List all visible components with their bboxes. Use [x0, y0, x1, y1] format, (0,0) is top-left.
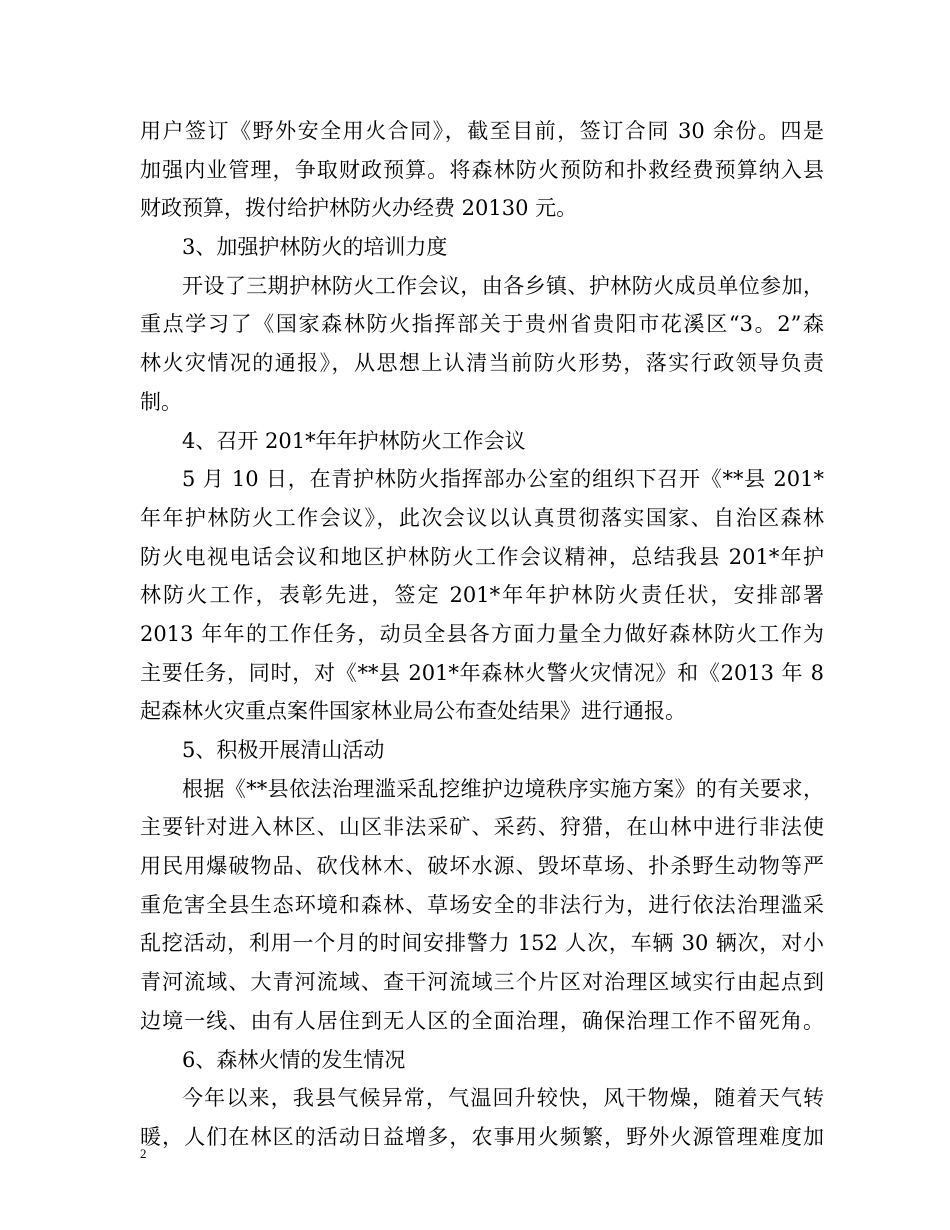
paragraph-line: 林防火工作，表彰先进，签定 201*年年护林防火责任状，安排部署: [140, 583, 824, 608]
paragraph-line: 财政预算，拨付给护林防火办经费 20130 元。: [140, 196, 578, 221]
document-body: [140, 112, 824, 1157]
paragraph-line: 乱挖活动，利用一个月的时间安排警力 152 人次，车辆 30 辆次，对小: [140, 931, 824, 956]
paragraph-first-line: 今年以来，我县气候异常，气温回升较快，风干物燥，随着天气转: [182, 1086, 824, 1111]
paragraph-line: 2013 年年的工作任务，动员全县各方面力量全力做好森林防火工作为: [140, 621, 824, 646]
page-number: 2: [140, 1146, 147, 1161]
paragraph-line: 主要任务，同时，对《**县 201*年森林火警火灾情况》和《2013 年 8: [140, 660, 824, 685]
paragraph-first-line: 开设了三期护林防火工作会议，由各乡镇、护林防火成员单位参加，: [182, 273, 824, 298]
paragraph-first-line: 4、召开 201*年年护林防火工作会议: [182, 428, 526, 453]
paragraph-line: 青河流域、大青河流域、查干河流域三个片区对治理区域实行由起点到: [140, 970, 824, 995]
paragraph-line: 主要针对进入林区、山区非法采矿、采药、狩猎，在山林中进行非法使: [140, 815, 824, 840]
paragraph-line: 年年护林防火工作会议》，此次会议以认真贯彻落实国家、自治区森林: [140, 505, 824, 530]
paragraph-first-line: 5 月 10 日，在青护林防火指挥部办公室的组织下召开《**县 201*: [182, 467, 824, 492]
paragraph-line: 重危害全县生态环境和森林、草场安全的非法行为，进行依法治理滥采: [140, 892, 824, 917]
paragraph-line: 用户签订《野外安全用火合同》，截至目前，签订合同 30 余份。四是: [140, 119, 824, 143]
paragraph-line: 用民用爆破物品、砍伐林木、破坏水源、毁坏草场、扑杀野生动物等严: [140, 854, 824, 879]
paragraph-line: 防火电视电话会议和地区护林防火工作会议精神，总结我县 201*年护: [140, 544, 824, 569]
paragraph-line: 林火灾情况的通报》，从思想上认清当前防火形势，落实行政领导负责: [140, 351, 824, 376]
paragraph-first-line: 根据《**县依法治理滥采乱挖维护边境秩序实施方案》的有关要求，: [182, 776, 824, 801]
paragraph-first-line: 5、积极开展清山活动: [182, 738, 385, 762]
paragraph-first-line: 6、森林火情的发生情况: [182, 1047, 406, 1072]
paragraph-line: 边境一线、由有人居住到无人区的全面治理，确保治理工作不留死角。: [140, 1008, 824, 1033]
paragraph-line: 加强内业管理，争取财政预算。将森林防火预防和扑救经费预算纳入县: [140, 157, 824, 182]
paragraph-line: 起森林火灾重点案件国家林业局公布查处结果》进行通报。: [140, 699, 686, 724]
paragraph-line: 重点学习了《国家森林防火指挥部关于贵州省贵阳市花溪区“3。2”森: [140, 312, 824, 337]
paragraph-line: 制。: [140, 389, 182, 414]
paragraph-first-line: 3、加强护林防火的培训力度: [182, 235, 448, 260]
paragraph-line: 暖，人们在林区的活动日益增多，农事用火频繁，野外火源管理难度加: [140, 1124, 824, 1149]
